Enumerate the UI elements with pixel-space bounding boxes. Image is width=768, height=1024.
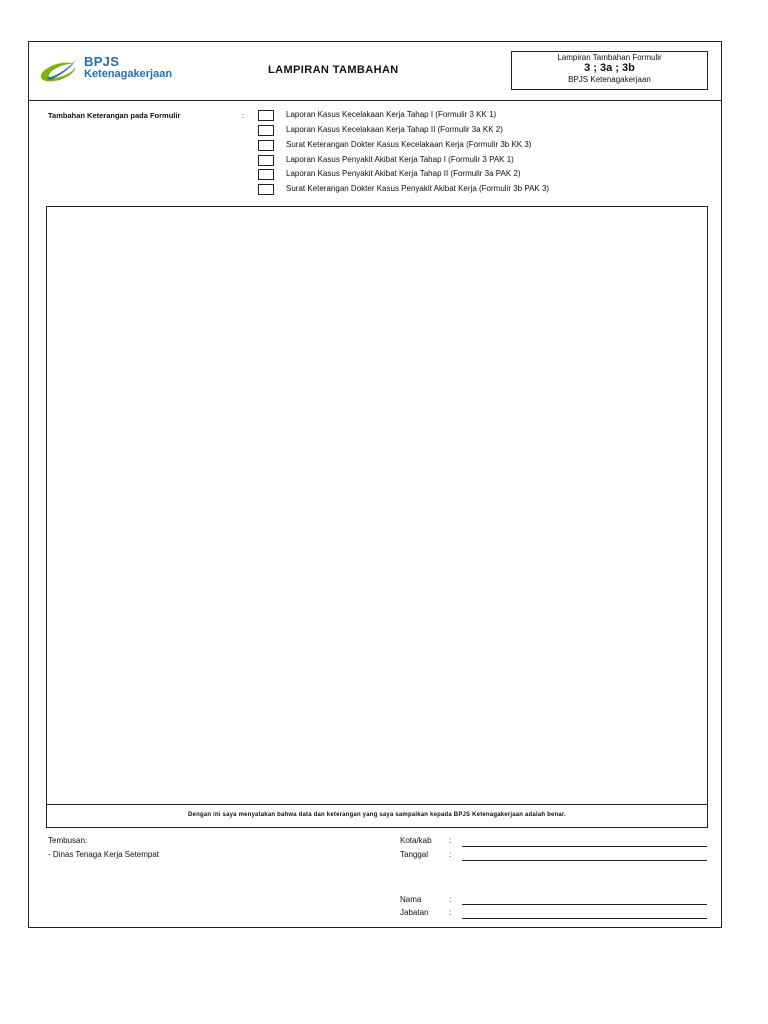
form-code-box bbox=[511, 51, 708, 90]
tembusan-item: - Dinas Tenaga Kerja Setempat bbox=[48, 850, 160, 859]
notes-area[interactable] bbox=[46, 206, 708, 828]
nama-label: Nama bbox=[400, 895, 422, 904]
logo-sub-text: Ketenagakerjaan bbox=[84, 68, 173, 80]
keterangan-colon: : bbox=[242, 111, 245, 120]
tembusan-label: Tembusan: bbox=[48, 836, 88, 845]
jabatan-label: Jabatan bbox=[400, 908, 429, 917]
tanggal-colon: : bbox=[449, 850, 452, 859]
bpjs-logo bbox=[38, 56, 188, 88]
header-divider bbox=[28, 100, 722, 101]
keterangan-label: Tambahan Keterangan pada Formulir bbox=[48, 111, 181, 120]
checkbox-pak3[interactable] bbox=[258, 184, 274, 195]
bpjs-logo-icon bbox=[38, 56, 82, 84]
checkbox-kk1[interactable] bbox=[258, 110, 274, 121]
checkbox-pak2[interactable] bbox=[258, 169, 274, 180]
kota-label: Kota/kab bbox=[400, 836, 432, 845]
jabatan-field[interactable] bbox=[462, 918, 707, 919]
logo-brand-text: BPJS bbox=[84, 54, 120, 69]
option-label: Surat Keterangan Dokter Kasus Penyakit Akibat Kerja (Formulir 3b PAK 3) bbox=[286, 184, 550, 193]
nama-field[interactable] bbox=[462, 904, 707, 905]
form-code-caption: Lampiran Tambahan Formulir bbox=[557, 53, 662, 62]
checkbox-kk3[interactable] bbox=[258, 140, 274, 151]
kota-colon: : bbox=[449, 836, 452, 845]
jabatan-colon: : bbox=[449, 908, 452, 917]
notes-divider bbox=[47, 804, 707, 805]
option-label: Surat Keterangan Dokter Kasus Kecelakaan Kerja (Formulir 3b KK 3) bbox=[286, 140, 532, 149]
declaration-text: Dengan ini saya menyatakan bahwa data dan keterangan yang saya sampaikan kepada BPJS Ketenagakerjaan adalah benar. bbox=[188, 812, 566, 818]
page-title: LAMPIRAN TAMBAHAN bbox=[268, 64, 399, 76]
form-code-numbers: 3 ; 3a ; 3b bbox=[584, 62, 635, 74]
option-label: Laporan Kasus Kecelakaan Kerja Tahap II (Formulir 3a KK 2) bbox=[286, 125, 503, 134]
checkbox-kk2[interactable] bbox=[258, 125, 274, 136]
tanggal-field[interactable] bbox=[462, 860, 707, 861]
kota-field[interactable] bbox=[462, 846, 707, 847]
nama-colon: : bbox=[449, 895, 452, 904]
checkbox-pak1[interactable] bbox=[258, 155, 274, 166]
option-label: Laporan Kasus Kecelakaan Kerja Tahap I (Formulir 3 KK 1) bbox=[286, 110, 497, 119]
option-label: Laporan Kasus Penyakit Akibat Kerja Tahap II (Formulir 3a PAK 2) bbox=[286, 169, 521, 178]
form-code-org: BPJS Ketenagakerjaan bbox=[568, 75, 651, 84]
option-label: Laporan Kasus Penyakit Akibat Kerja Tahap I (Formulir 3 PAK 1) bbox=[286, 155, 514, 164]
tanggal-label: Tanggal bbox=[400, 850, 429, 859]
